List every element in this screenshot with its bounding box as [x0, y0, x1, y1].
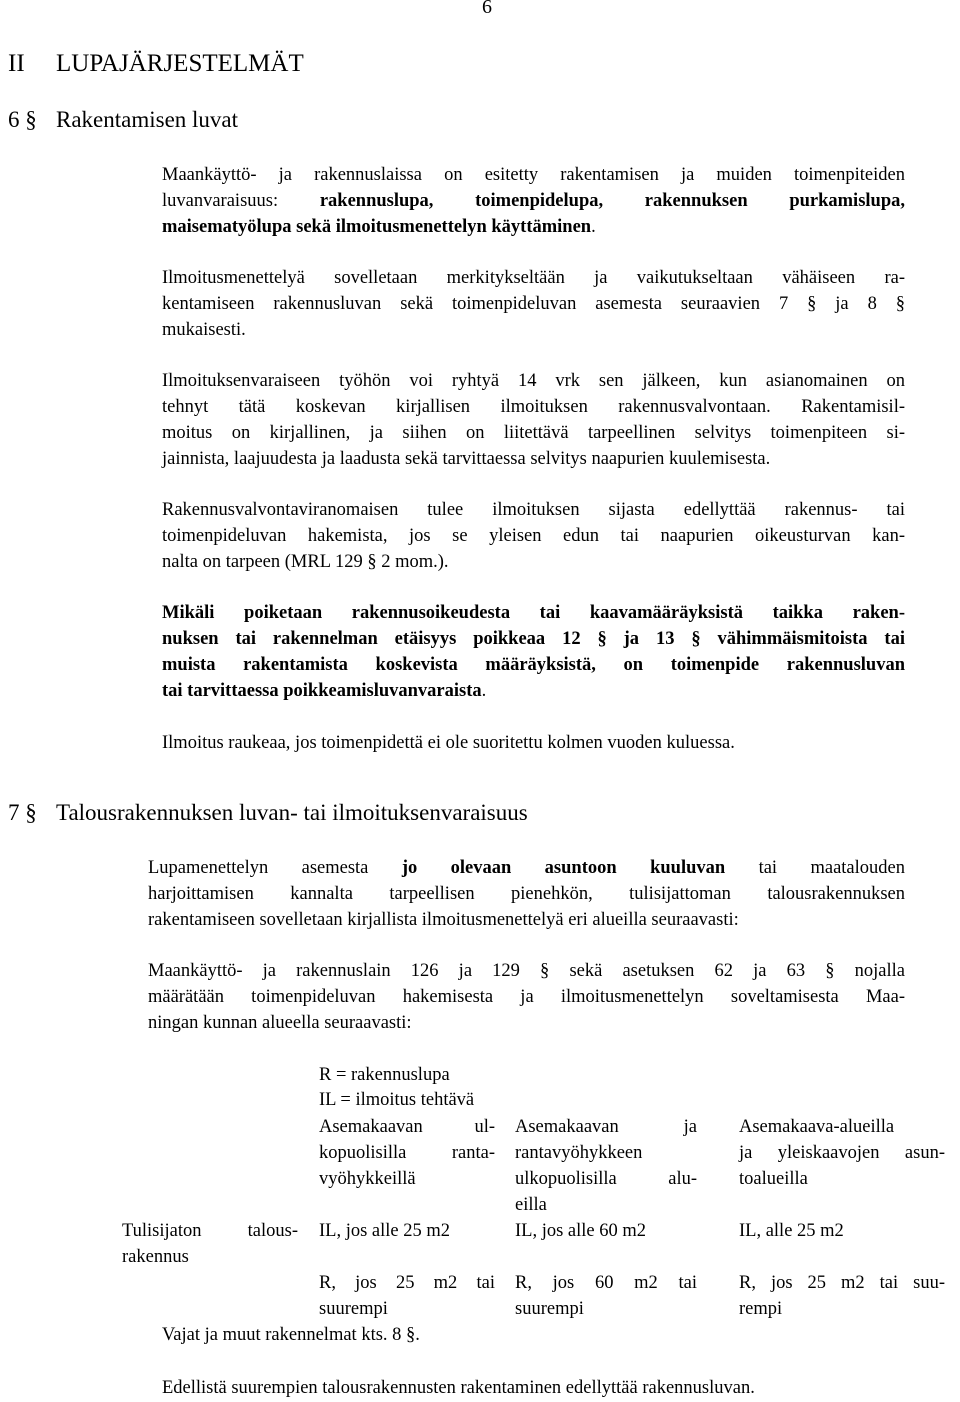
line: suurempi	[515, 1299, 584, 1319]
section-7-heading	[8, 800, 708, 830]
legend-il	[319, 1087, 619, 1113]
line: mukaisesti.	[162, 320, 246, 340]
table-header-col-1	[319, 1114, 495, 1192]
line: Edellistä suurempien talousrakennusten rakentaminen edellyttää rakennusluvan.	[162, 1378, 755, 1398]
section-6-paragraph-5	[162, 600, 905, 704]
line: rakennus	[122, 1247, 189, 1267]
line: muista rakentamista koskevista määräyksistä, on toimenpide rakennusluvan	[162, 655, 905, 675]
table-row-label	[122, 1218, 298, 1270]
line: toimenpideluvan hakemista, jos se yleisen edun tai naapurien oikeusturvan kan-	[162, 526, 905, 546]
table-cell-r-2	[515, 1270, 697, 1322]
section-7-paragraph-2	[148, 958, 905, 1036]
line: Ilmoituksenvaraiseen työhön voi ryhtyä 14 vrk sen jälkeen, kun asianomainen on	[162, 371, 905, 391]
line: Vajat ja muut rakennelmat kts. 8 §.	[162, 1325, 420, 1345]
bold-text: maisematyölupa sekä ilmoitusmenettelyn käyttäminen	[162, 217, 592, 237]
line: tehnyt tätä koskevan kirjallisen ilmoituksen rakennusvalvontaan. Rakentamisil-	[162, 397, 905, 417]
section-6-paragraph-1	[162, 162, 905, 240]
line: määrätään toimenpideluvan hakemisesta ja ilmoitusmenettelyn soveltamisesta Maa-	[148, 987, 905, 1007]
line: kopuolisilla ranta-	[319, 1143, 495, 1163]
section-6-heading	[8, 107, 608, 137]
table-header-col-2	[515, 1114, 697, 1218]
line: IL, alle 25 m2	[739, 1221, 844, 1241]
line: jainnista, laajuudesta ja laadusta sekä tarvittaessa selvitys naapurien kuulemisesta.	[162, 449, 771, 469]
line: R, jos 60 m2 tai	[515, 1273, 697, 1293]
line: ulkopuolisilla alu-	[515, 1169, 697, 1189]
line	[162, 678, 905, 704]
line: R, jos 25 m2 tai suu-	[739, 1273, 945, 1293]
table-cell-r-3	[739, 1270, 945, 1322]
table-header-col-3	[739, 1114, 945, 1192]
line: nuksen tai rakennelman etäisyys poikkeaa 12 § ja 13 § vähimmäismitoista tai	[162, 629, 905, 649]
line: kentamiseen rakennusluvan sekä toimenpideluvan asemesta seuraavien 7 § ja 8 §	[162, 294, 905, 314]
chapter-heading	[8, 50, 508, 80]
section-7-number: 7 §	[8, 800, 37, 825]
bold-text: tai tarvittaessa poikkeamisluvanvaraista	[162, 681, 482, 701]
section-6-paragraph-6	[162, 730, 905, 756]
line: IL = ilmoitus tehtävä	[319, 1090, 475, 1110]
bold-text: rakennuslupa, toimenpidelupa, rakennuksen purkamislupa,	[319, 191, 905, 211]
line	[148, 855, 905, 881]
section-6-paragraph-4	[162, 497, 905, 575]
line: toalueilla	[739, 1169, 808, 1189]
chapter-number: II	[8, 50, 25, 77]
line: Asemakaavan ul-	[319, 1117, 495, 1137]
page-number: 6	[482, 0, 492, 18]
line: IL, jos alle 60 m2	[515, 1221, 647, 1241]
legend-r	[319, 1062, 619, 1088]
line: vyöhykkeillä	[319, 1169, 416, 1189]
line: Mikäli poiketaan rakennusoikeudesta tai kaavamääräyksistä taikka raken-	[162, 603, 905, 623]
section-7-footer	[162, 1375, 922, 1401]
line: IL, jos alle 25 m2	[319, 1221, 451, 1241]
line	[162, 214, 905, 240]
table-cell-il-2	[515, 1218, 705, 1244]
line: R, jos 25 m2 tai	[319, 1273, 495, 1293]
line: ningan kunnan alueella seuraavasti:	[148, 1013, 412, 1033]
table-note	[162, 1322, 562, 1348]
section-6-title: Rakentamisen luvat	[56, 107, 239, 132]
line: rantavyöhykkeen	[515, 1143, 643, 1163]
line: Ilmoitus raukeaa, jos toimenpidettä ei ole suoritettu kolmen vuoden kuluessa.	[162, 733, 735, 753]
line: ja yleiskaavojen asun-	[739, 1143, 945, 1163]
section-6-number: 6 §	[8, 107, 37, 132]
section-6-paragraph-3	[162, 368, 905, 472]
line: rempi	[739, 1299, 783, 1319]
text: luvanvaraisuus:	[162, 191, 320, 211]
line: nalta on tarpeen (MRL 129 § 2 mom.).	[162, 552, 449, 572]
text: .	[481, 681, 487, 701]
line: Maankäyttö- ja rakennuslain 126 ja 129 § sekä asetuksen 62 ja 63 § nojalla	[148, 961, 905, 981]
line: Asemakaavan ja	[515, 1117, 697, 1137]
line: R = rakennuslupa	[319, 1065, 450, 1085]
section-7-paragraph-1	[148, 855, 905, 933]
table-cell-il-3	[739, 1218, 939, 1244]
text: .	[591, 217, 596, 237]
bold-text: jo olevaan asuntoon kuuluvan	[401, 858, 726, 878]
section-6-paragraph-2	[162, 265, 905, 343]
line: rakentamiseen sovelletaan kirjallista ilmoitusmenettelyä eri alueilla seuraavasti:	[148, 910, 739, 930]
text: Lupamenettelyn asemesta	[148, 858, 402, 878]
line: moitus on kirjallinen, ja siihen on liitettävä tarpeellinen selvitys toimenpiteen si-	[162, 423, 905, 443]
line: Rakennusvalvontaviranomaisen tulee ilmoituksen sijasta edellyttää rakennus- tai	[162, 500, 905, 520]
line	[162, 188, 905, 214]
text: tai maatalouden	[725, 858, 905, 878]
line: eilla	[515, 1195, 547, 1215]
line: Tulisijaton talous-	[122, 1221, 298, 1241]
table-cell-r-1	[319, 1270, 495, 1322]
line: Ilmoitusmenettelyä sovelletaan merkitykseltään ja vaikutukseltaan vähäiseen ra-	[162, 268, 905, 288]
line: harjoittamisen kannalta tarpeellisen pienehkön, tulisijattoman talousrakennuksen	[148, 884, 905, 904]
section-7-title: Talousrakennuksen luvan- tai ilmoituksenvaraisuus	[56, 800, 528, 825]
line: Asemakaava-alueilla	[739, 1117, 895, 1137]
line: Maankäyttö- ja rakennuslaissa on esitetty rakentamisen ja muiden toimenpiteiden	[162, 165, 905, 185]
line: suurempi	[319, 1299, 388, 1319]
table-cell-il-1	[319, 1218, 499, 1244]
chapter-title: LUPAJÄRJESTELMÄT	[56, 50, 304, 77]
